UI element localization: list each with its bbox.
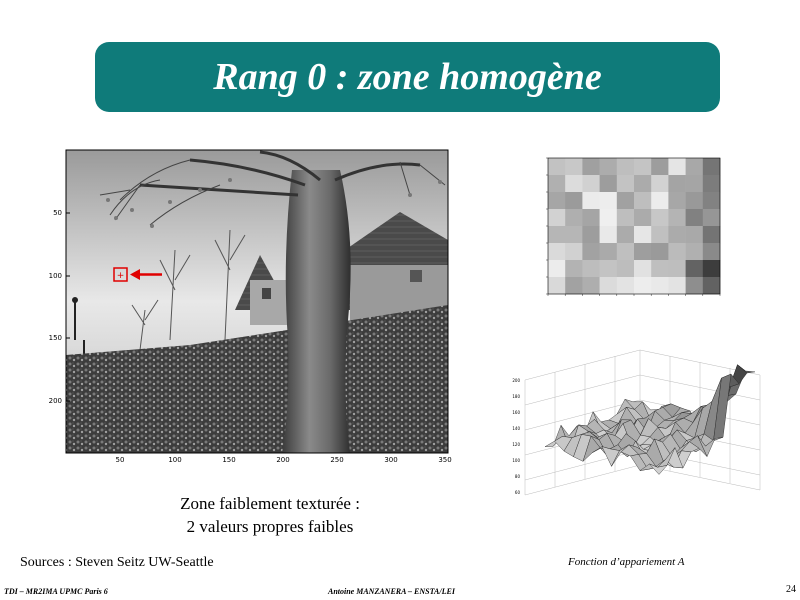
footer-author: Antoine MANZANERA – ENSTA/LEI (328, 587, 455, 596)
svg-text:60: 60 (514, 490, 520, 495)
heatmap-cell (651, 260, 669, 277)
heatmap-cell (651, 243, 669, 260)
heatmap-cell (582, 260, 600, 277)
heatmap-cell (582, 209, 600, 226)
heatmap-cell (600, 226, 618, 243)
patch-marker-cross: + (116, 271, 125, 281)
heatmap-cell (668, 277, 686, 294)
x-tick-label: 250 (330, 456, 344, 464)
caption-line-2: 2 valeurs propres faibles (186, 517, 354, 536)
y-tick-label: 100 (48, 272, 62, 280)
heatmap-cell (548, 277, 566, 294)
svg-text:200: 200 (512, 378, 520, 383)
heatmap-cell (686, 260, 704, 277)
heatmap-cell (565, 158, 583, 175)
heatmap-cell (548, 192, 566, 209)
heatmap-cell (617, 158, 635, 175)
heatmap-cell (651, 175, 669, 192)
heatmap-cell (582, 192, 600, 209)
heatmap-cell (617, 243, 635, 260)
heatmap-cell (686, 209, 704, 226)
x-tick-label: 300 (384, 456, 398, 464)
x-tick-label: 350 (438, 456, 452, 464)
heatmap-cell (600, 209, 618, 226)
heatmap-cell (565, 226, 583, 243)
heatmap-cell (703, 260, 721, 277)
heatmap-cell (600, 277, 618, 294)
slide-title: Rang 0 : zone homogène (213, 56, 602, 98)
photo-image (66, 150, 448, 453)
heatmap-cell (703, 209, 721, 226)
svg-text:160: 160 (512, 410, 520, 415)
heatmap-cell (686, 158, 704, 175)
heatmap-cell (651, 209, 669, 226)
heatmap-cell (634, 209, 652, 226)
heatmap-cell (668, 158, 686, 175)
heatmap-cell (600, 158, 618, 175)
y-tick-label: 50 (53, 209, 62, 217)
x-tick-label: 50 (115, 456, 125, 464)
heatmap-cell (565, 243, 583, 260)
heatmap-cell (548, 226, 566, 243)
heatmap-cell (668, 209, 686, 226)
heatmap-cell (668, 260, 686, 277)
heatmap-cell (634, 226, 652, 243)
heatmap-cell (668, 192, 686, 209)
heatmap-cell (582, 175, 600, 192)
heatmap-cell (617, 192, 635, 209)
heatmap-cell (668, 175, 686, 192)
x-tick-label: 150 (222, 456, 236, 464)
caption-line-1: Zone faiblement texturée : (180, 494, 360, 513)
heatmap-cell (600, 260, 618, 277)
page-number: 24 (786, 584, 796, 595)
heatmap-cell (548, 175, 566, 192)
heatmap-cell (600, 192, 618, 209)
heatmap-cell (634, 260, 652, 277)
heatmap-cell (634, 158, 652, 175)
patch-heatmap (540, 152, 725, 302)
heatmap-cell (686, 243, 704, 260)
x-tick-label: 100 (168, 456, 182, 464)
heatmap-cell (548, 158, 566, 175)
heatmap-cell (548, 209, 566, 226)
heatmap-cell (565, 209, 583, 226)
heatmap-cell (582, 226, 600, 243)
heatmap-cell (617, 277, 635, 294)
heatmap-cell (617, 260, 635, 277)
heatmap-cell (651, 158, 669, 175)
heatmap-cell (565, 192, 583, 209)
sources-note: Sources : Steven Seitz UW-Seattle (20, 555, 214, 570)
heatmap-cell (634, 192, 652, 209)
heatmap-cells (548, 158, 720, 294)
heatmap-cell (617, 226, 635, 243)
heatmap-cell (634, 243, 652, 260)
heatmap-cell (565, 175, 583, 192)
heatmap-cell (548, 260, 566, 277)
heatmap-cell (686, 226, 704, 243)
heatmap-cell (617, 175, 635, 192)
x-tick-label: 200 (276, 456, 290, 464)
surface-caption: Fonction d’appariement A (568, 556, 685, 568)
heatmap-cell (703, 243, 721, 260)
matching-function-surface (500, 345, 770, 545)
figure-caption (130, 492, 410, 538)
heatmap-cell (634, 175, 652, 192)
heatmap-cell (548, 243, 566, 260)
heatmap-cell (634, 277, 652, 294)
heatmap-cell (703, 192, 721, 209)
surface-z-ticks (512, 378, 520, 495)
svg-text:140: 140 (512, 426, 520, 431)
heatmap-cell (703, 277, 721, 294)
heatmap-cell (582, 158, 600, 175)
heatmap-cell (582, 243, 600, 260)
heatmap-cell (703, 158, 721, 175)
x-axis-ticks (116, 456, 452, 464)
heatmap-cell (617, 209, 635, 226)
heatmap-cell (651, 277, 669, 294)
heatmap-cell (686, 277, 704, 294)
y-tick-label: 200 (48, 397, 62, 405)
heatmap-cell (651, 192, 669, 209)
svg-text:100: 100 (512, 458, 520, 463)
surface-mesh (545, 365, 755, 475)
y-tick-label: 150 (48, 334, 62, 342)
svg-text:80: 80 (514, 474, 520, 479)
heatmap-cell (686, 175, 704, 192)
heatmap-cell (565, 260, 583, 277)
heatmap-cell (703, 175, 721, 192)
heatmap-cell (565, 277, 583, 294)
title-banner (95, 42, 720, 112)
heatmap-cell (668, 243, 686, 260)
heatmap-cell (582, 277, 600, 294)
footer-course: TDI – MR2IMA UPMC Paris 6 (4, 587, 108, 596)
svg-text:180: 180 (512, 394, 520, 399)
heatmap-cell (600, 243, 618, 260)
svg-text:120: 120 (512, 442, 520, 447)
tree-photo-figure (20, 140, 460, 470)
heatmap-cell (686, 192, 704, 209)
heatmap-cell (651, 226, 669, 243)
heatmap-cell (600, 175, 618, 192)
heatmap-cell (703, 226, 721, 243)
heatmap-cell (668, 226, 686, 243)
